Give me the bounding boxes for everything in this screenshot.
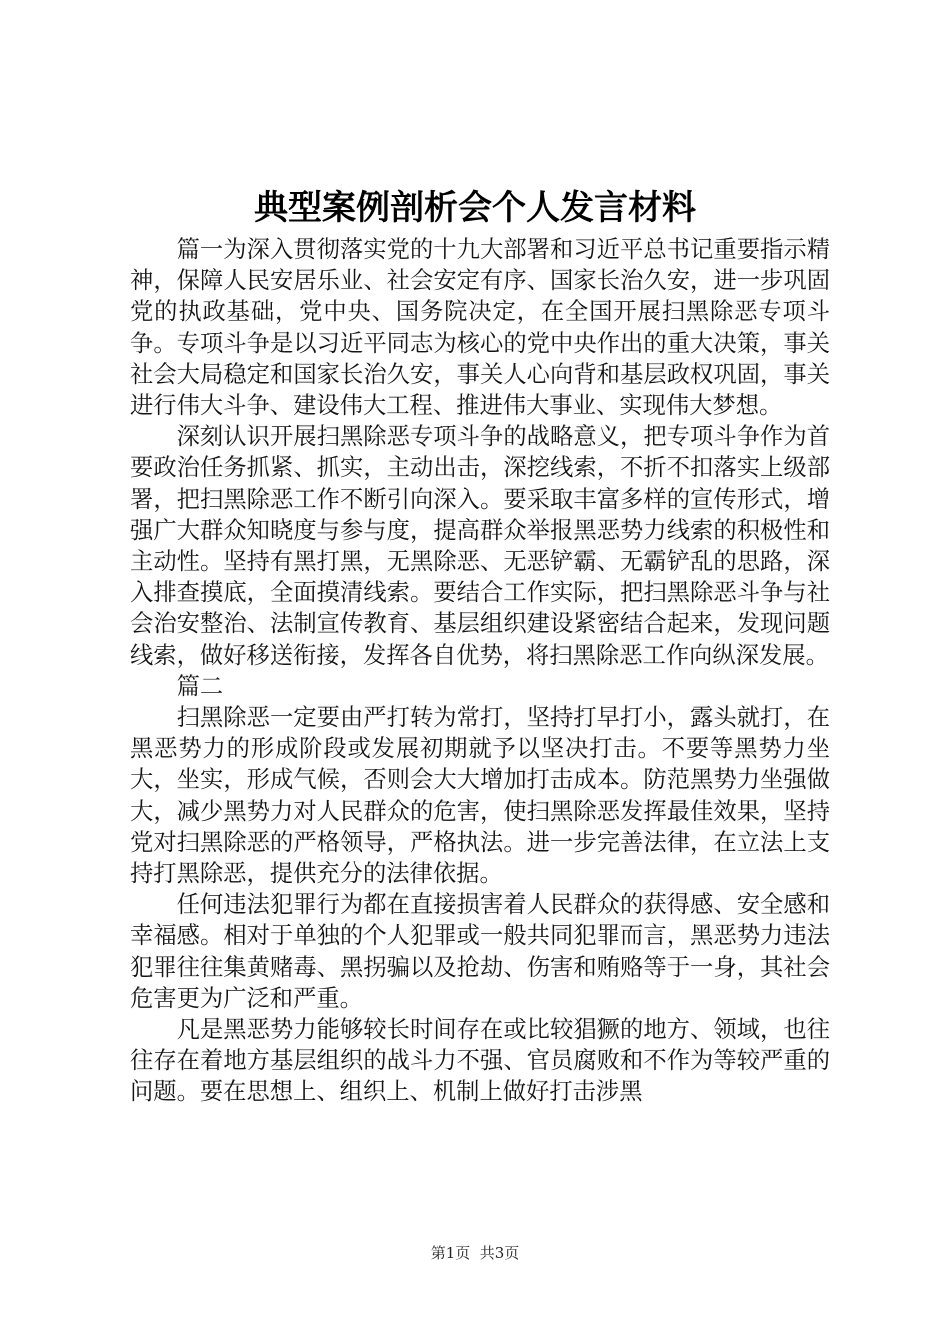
paragraph-1: 篇一为深入贯彻落实党的十九大部署和习近平总书记重要指示精神，保障人民安居乐业、社会安定有序、国家长治久安，进一步巩固党的执政基础，党中央、国务院决定，在全国开展扫黑除恶专项斗争。专项斗争是以习近平同志为核心的党中央作出的重大决策，事关社会大局稳定和国家长治久安，事关人心向背和基层政权巩固，事关进行伟大斗争、建设伟大工程、推进伟大事业、实现伟大梦想。 (130, 236, 830, 420)
paragraph-2: 深刻认识开展扫黑除恶专项斗争的战略意义，把专项斗争作为首要政治任务抓紧、抓实，主动出击，深挖线索，不折不扣落实上级部署，把扫黑除恶工作不断引向深入。要采取丰富多样的宣传形式，增强广大群众知晓度与参与度，提高群众举报黑恶势力线索的积极性和主动性。坚持有黑打黑，无黑除恶、无恶铲霸、无霸铲乱的思路，深入排查摸底，全面摸清线索。要结合工作实际，把扫黑除恶斗争与社会治安整治、法制宣传教育、基层组织建设紧密结合起来，发现问题线索，做好移送衔接，发挥各自优势，将扫黑除恶工作向纵深发展。 (130, 423, 830, 669)
section-heading-part-two: 篇二 (176, 672, 224, 700)
paragraph-4: 任何违法犯罪行为都在直接损害着人民群众的获得感、安全感和幸福感。相对于单独的个人犯罪或一般共同犯罪而言，黑恶势力违法犯罪往往集黄赌毒、黑拐骗以及抢劫、伤害和贿赂等于一身，其社会危害更为广泛和严重。 (130, 891, 830, 1012)
document-body (130, 234, 830, 1108)
paragraph-5: 凡是黑恶势力能够较长时间存在或比较猖獗的地方、领域，也往往存在着地方基层组织的战斗力不强、官员腐败和不作为等较严重的问题。要在思想上、组织上、机制上做好打击涉黑 (130, 1016, 830, 1106)
document-title: 典型案例剖析会个人发言材料 (254, 188, 696, 228)
page-number-footer: 第1页 共3页 (430, 1244, 520, 1262)
paragraph-3: 扫黑除恶一定要由严打转为常打，坚持打早打小，露头就打，在黑恶势力的形成阶段或发展初期就予以坚决打击。不要等黑势力坐大，坐实，形成气候，否则会大大增加打击成本。防范黑势力坐强做大，减少黑势力对人民群众的危害，使扫黑除恶发挥最佳效果，坚持党对扫黑除恶的严格领导，严格执法。进一步完善法律，在立法上支持打黑除恶，提供充分的法律依据。 (130, 704, 830, 888)
